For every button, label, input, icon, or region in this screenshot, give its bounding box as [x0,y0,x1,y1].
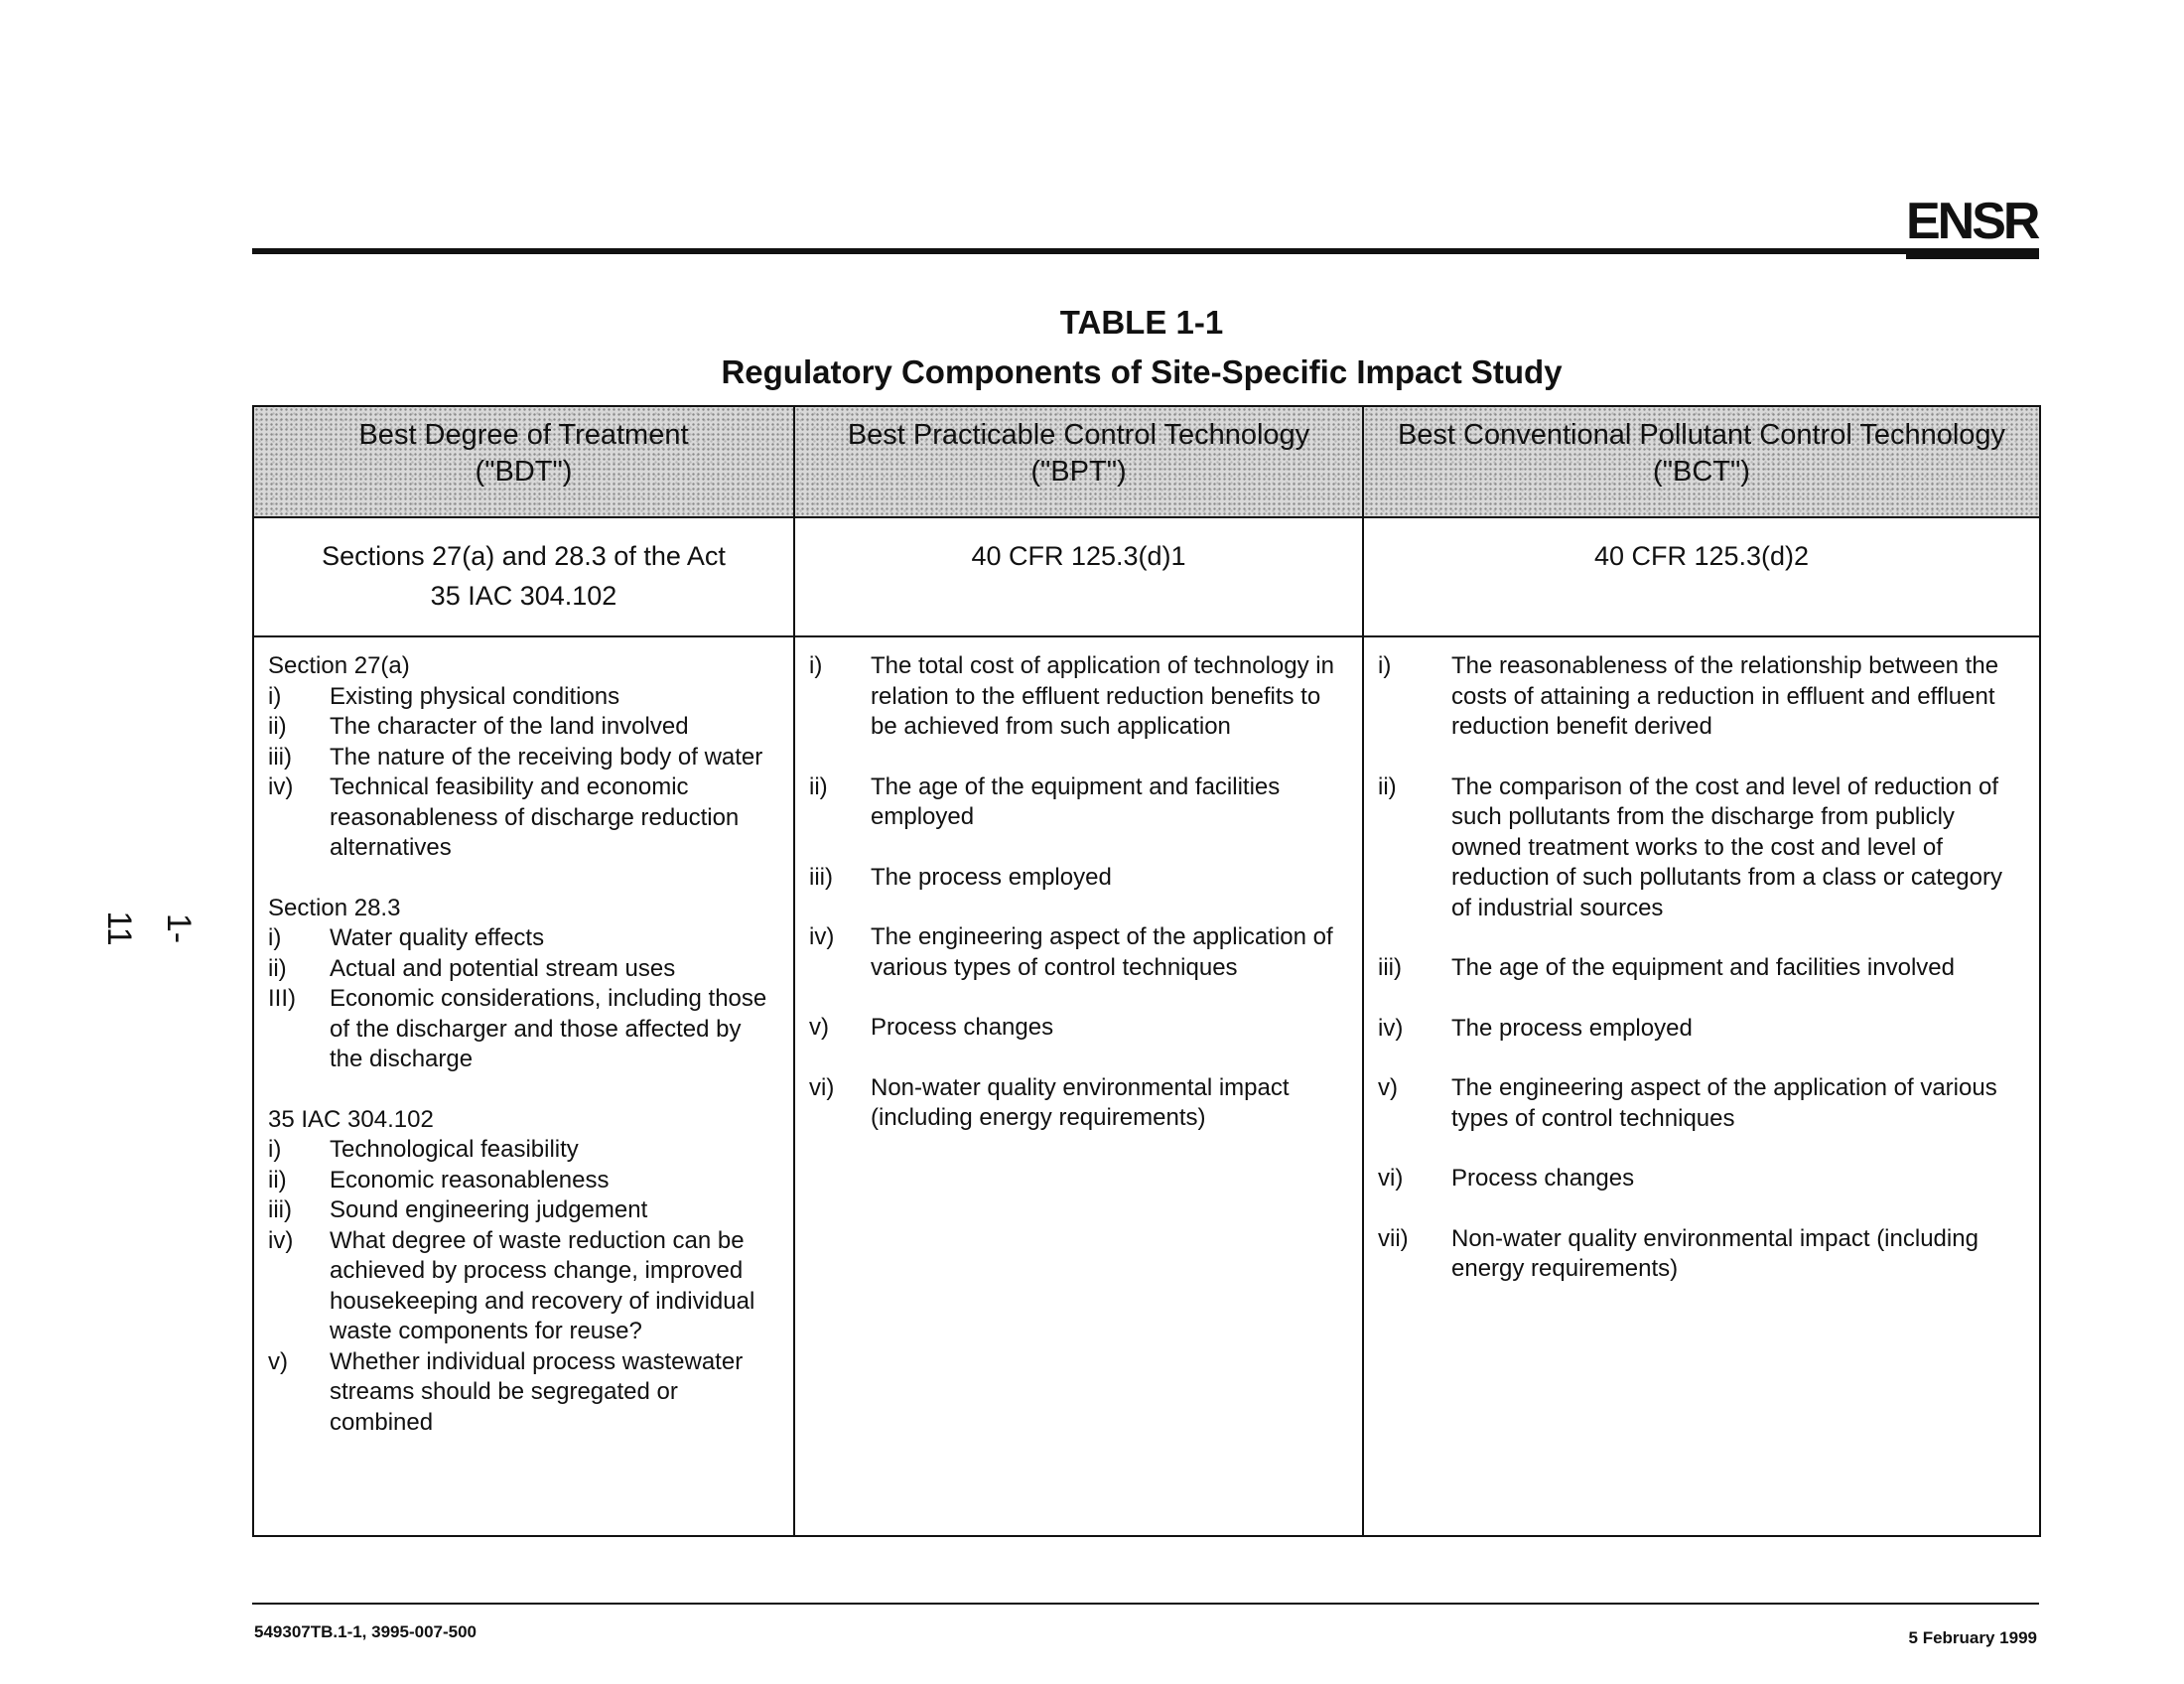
content-row [253,636,2040,1536]
header-bct [1363,406,2040,517]
item-text: Technical feasibility and economic reasonableness of discharge reduction alternatives [330,773,740,861]
item-number: v) [268,1347,288,1375]
list-item [268,984,779,1075]
item-text: The age of the equipment and facilities employed [871,772,1281,830]
item-text: Existing physical conditions [330,682,620,710]
list-item [809,863,1348,894]
item-number: iv) [809,923,835,950]
item-number: i) [809,652,823,679]
item-text: Economic reasonableness [330,1166,610,1193]
reference-bdt-line1: Sections 27(a) and 28.3 of the Act [322,541,726,571]
item-text: Process changes [1451,1165,1635,1192]
section-gap [268,864,779,894]
document-id: 549307TB.1-1, 3995-007-500 [254,1622,477,1641]
list-item [1378,1073,2025,1134]
reference-row [253,517,2040,636]
item-text: The nature of the receiving body of water [330,743,763,771]
bdt-section-heading: Section 27(a) [268,652,410,679]
logo-text: ENSR [1906,195,2038,244]
header-bdt-title: Best Degree of Treatment [358,419,689,451]
section-gap [268,1075,779,1105]
item-text: Non-water quality environmental impact (including energy requirements) [1451,1224,1979,1282]
regulatory-table [252,405,2041,1537]
list-item [268,1166,779,1196]
list-item [268,1135,779,1166]
list-item [809,1073,1348,1134]
item-number: v) [809,1014,829,1041]
item-number: iv) [1378,1014,1404,1042]
list-item [809,922,1348,983]
item-number: III) [268,985,296,1012]
ensr-logo [1906,195,2043,244]
item-text: Sound engineering judgement [330,1196,648,1223]
item-text: The process employed [871,863,1112,891]
item-text: The age of the equipment and facilities involved [1451,954,1955,981]
item-text: The engineering aspect of the application of various types of control techniques [1451,1074,1997,1132]
item-text: Water quality effects [330,924,545,951]
list-item [268,743,779,773]
item-number: vi) [809,1073,835,1101]
list-item [268,1226,779,1347]
list-item [809,772,1348,833]
bdt-content [253,636,794,1536]
header-bct-title: Best Conventional Pollutant Control Technology [1397,419,2006,451]
bct-content [1363,636,2040,1536]
item-number: vi) [1378,1165,1404,1192]
bdt-section-heading: 35 IAC 304.102 [268,1105,434,1133]
item-text: Whether individual process wastewater streams should be segregated or combined [330,1347,744,1436]
item-number: i) [268,1136,282,1163]
list-item [268,682,779,713]
header-bdt [253,406,794,517]
item-text: The character of the land involved [330,713,689,740]
list-item [268,954,779,985]
item-number: ii) [268,1166,287,1193]
header-row [253,406,2040,517]
bpt-content [794,636,1363,1536]
item-text: Actual and potential stream uses [330,954,676,982]
item-text: The process employed [1451,1014,1693,1042]
reference-bct [1363,517,2040,636]
table-title: TABLE 1-1 [1059,304,1224,341]
item-text: Non-water quality environmental impact (including energy requirements) [871,1073,1290,1131]
reference-bpt-line1: 40 CFR 125.3(d)1 [971,541,1186,571]
list-item [1378,1224,2025,1285]
item-number: iii) [809,863,833,891]
list-item [268,1347,779,1439]
reference-bpt [794,517,1363,636]
list-item [1378,953,2025,984]
list-item [1378,1164,2025,1194]
document-date: 5 February 1999 [1908,1628,2037,1647]
item-text: What degree of waste reduction can be achieved by process change, improved housekeeping and recovery of individual waste components for reuse? [330,1226,755,1344]
list-item [809,1013,1348,1044]
bdt-section-heading: Section 28.3 [268,894,401,921]
list-item [1378,651,2025,743]
reference-bct-line1: 40 CFR 125.3(d)2 [1593,541,1810,571]
item-number: i) [1378,652,1392,679]
item-number: v) [1378,1074,1398,1101]
item-number: ii) [268,954,287,982]
item-text: Process changes [871,1014,1054,1041]
header-bpt-title: Best Practicable Control Technology [847,419,1310,451]
item-number: i) [268,924,282,951]
header-bdt-abbrev: ("BDT") [475,456,573,488]
list-item [1378,1014,2025,1045]
footer-rule [252,1603,2039,1605]
header-bpt [794,406,1363,517]
item-number: ii) [268,713,287,740]
item-number: i) [268,682,282,710]
item-text: Economic considerations, including those of the discharger and those affected by the discharge [330,985,767,1072]
list-item [268,772,779,864]
table-subtitle: Regulatory Components of Site-Specific Impact Study [721,353,1563,390]
item-number: vii) [1378,1224,1409,1252]
item-text: The total cost of application of technology in relation to the effluent reduction benefits to be achieved from such application [871,652,1334,740]
list-item [809,651,1348,743]
header-bct-abbrev: ("BCT") [1653,456,1750,488]
item-number: iii) [268,1196,292,1223]
reference-bdt-line2: 35 IAC 304.102 [430,581,617,611]
item-number: iv) [268,1226,294,1254]
item-text: The engineering aspect of the application of various types of control techniques [871,923,1333,981]
item-number: iii) [1378,954,1402,981]
item-number: ii) [809,772,828,800]
list-item [268,1195,779,1226]
header-rule-accent [1906,254,2039,259]
item-number: ii) [1378,772,1397,800]
header-bpt-abbrev: ("BPT") [1030,456,1127,488]
list-item [268,712,779,743]
item-text: Technological feasibility [330,1136,579,1163]
item-text: The reasonableness of the relationship between the costs of attaining a reduction in effluent and effluent reduction benefit derived [1451,652,1999,740]
reference-bdt [253,517,794,636]
item-text: The comparison of the cost and level of reduction of such pollutants from the discharge from publicly owned treatment works to the cost and level of reduction of such pollutants from a class or category of industrial sources [1451,772,2002,921]
item-number: iii) [268,743,292,771]
list-item [268,923,779,954]
list-item [1378,772,2025,924]
item-number: iv) [268,773,294,800]
page-number: 1-11 [100,911,198,946]
header-rule [252,248,2039,254]
